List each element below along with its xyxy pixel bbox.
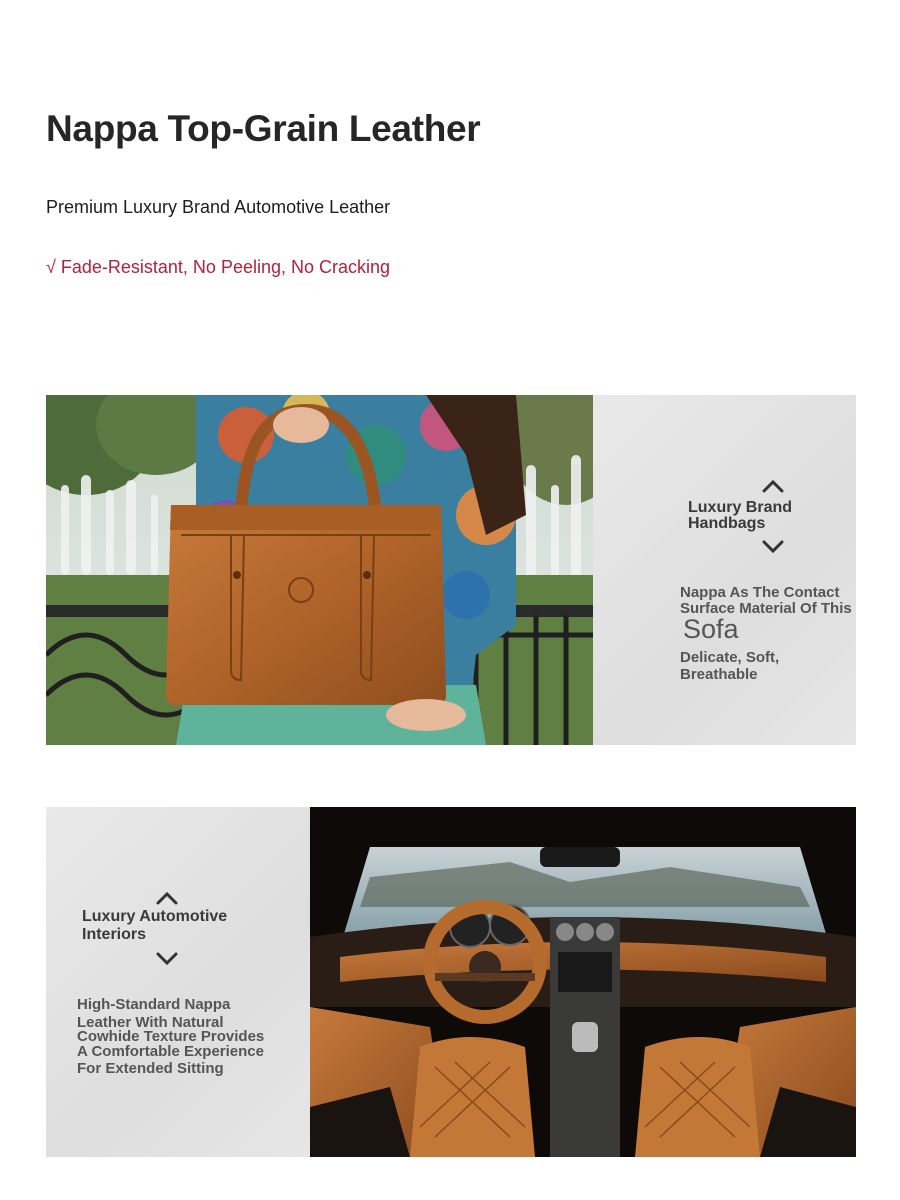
desc-line1: Nappa As The Contact bbox=[680, 584, 840, 601]
chevron-up-icon bbox=[761, 479, 785, 493]
desc-line2: Surface Material Of This bbox=[680, 600, 852, 617]
automotive-panel bbox=[46, 807, 856, 1157]
desc-line2: Leather With Natural bbox=[77, 1014, 224, 1031]
desc-line4: A Comfortable Experience bbox=[77, 1043, 264, 1060]
handbag-info bbox=[593, 395, 856, 745]
automotive-info bbox=[46, 807, 310, 1157]
car-interior-photo bbox=[310, 807, 856, 1157]
chevron-up-icon bbox=[155, 891, 179, 905]
category-label-line1: Luxury Brand bbox=[688, 499, 793, 516]
chevron-down-icon bbox=[761, 540, 785, 554]
desc-line3: Cowhide Texture Provides bbox=[77, 1028, 265, 1045]
car-interior-illustration bbox=[310, 807, 856, 1157]
desc-line5: For Extended Sitting bbox=[77, 1060, 224, 1077]
tagline: Delicate, Soft, Breathable bbox=[680, 649, 780, 683]
feature-line: √ Fade-Resistant, No Peeling, No Cracking bbox=[46, 257, 391, 277]
handbag-panel bbox=[46, 395, 856, 745]
highlight-word: Sofa bbox=[683, 614, 739, 644]
handbag-photo bbox=[46, 395, 593, 745]
handbag-illustration bbox=[46, 395, 593, 745]
desc-line1: High-Standard Nappa bbox=[77, 996, 231, 1013]
category-label-line2: Interiors bbox=[82, 926, 147, 943]
category-label-line2: Handbags bbox=[688, 515, 766, 532]
category-label-line1: Luxury Automotive bbox=[82, 908, 228, 925]
page-title: Nappa Top-Grain Leather bbox=[46, 108, 481, 149]
chevron-down-icon bbox=[155, 952, 179, 966]
page-subtitle: Premium Luxury Brand Automotive Leather bbox=[46, 197, 391, 217]
